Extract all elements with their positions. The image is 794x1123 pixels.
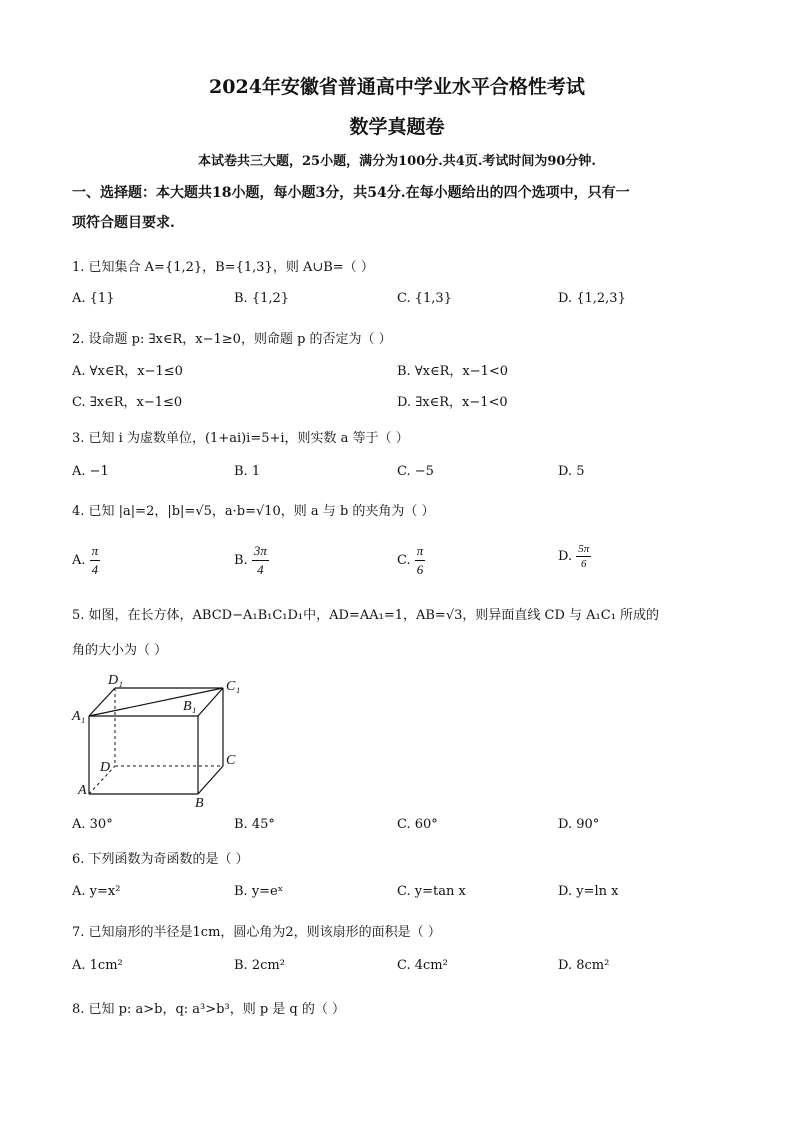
question-3-stem: 3. 已知 i 为虚数单位，(1+ai)i=5+i，则实数 a 等于（ ） [72,431,409,446]
question-1-option-c: C. {1,3} [397,291,452,306]
question-3-option-c: C. −5 [397,464,434,479]
fraction: $\frac{\pi}{4}$ [91,543,99,577]
fraction: $\frac{5\pi}{6}$ [578,543,590,570]
question-1-option-a: A. {1} [72,291,115,306]
exam-intro: 本试卷共三大题，25小题，满分为100分.共4页.考试时间为90分钟. [198,154,596,169]
label-d: D [100,760,111,775]
question-2-option-a: A. ∀x∈R，x−1≤0 [72,364,183,379]
question-2-option-d: D. ∃x∈R，x−1<0 [397,395,508,410]
question-6-option-c: C. y=tan x [397,884,466,899]
question-4-stem: 4. 已知 |a|=2，|b|=√5，a·b=√10，则 a 与 b 的夹角为（ ） [72,504,435,519]
exam-subtitle: 数学真题卷 [349,116,445,138]
question-5-option-c: C. 60° [397,817,438,832]
label-a1: A₁ [72,709,86,724]
question-5-option-a: A. 30° [72,817,113,832]
diagonal-a1-c1 [89,688,223,716]
question-2-option-c: C. ∃x∈R，x−1≤0 [72,395,183,410]
question-6-option-d: D. y=ln x [558,884,619,899]
question-4-option-d: D. $\frac{5\pi}{6}$ [558,543,590,570]
question-2-option-b: B. ∀x∈R，x−1<0 [397,364,509,379]
fraction: $\frac{\pi}{6}$ [416,543,424,577]
question-3-option-d: D. 5 [558,464,585,479]
question-3-option-a: A. −1 [72,464,109,479]
question-7-option-b: B. 2cm² [234,958,285,973]
edge-b-c [198,766,223,794]
question-1-option-d: D. {1,2,3} [558,291,626,306]
label-c1: C₁ [226,679,241,694]
section-heading-line1: 一、选择题：本大题共18小题，每小题3分，共54分.在每小题给出的四个选项中，只有一 [72,185,630,201]
question-5-stem-line1: 5. 如图，在长方体，ABCD−A₁B₁C₁D₁中，AD=AA₁=1，AB=√3，则异面直线 CD 与 A₁C₁ 所成的 [72,608,660,623]
cuboid-figure [70,670,255,810]
question-5-option-b: B. 45° [234,817,275,832]
question-7-option-c: C. 4cm² [397,958,448,973]
question-4-option-a: A. $\frac{\pi}{4}$ [72,543,99,577]
question-2-stem: 2. 设命题 p: ∃x∈R，x−1≥0，则命题 p 的否定为（ ） [72,332,392,347]
question-1-option-b: B. {1,2} [234,291,290,306]
section-heading-line2: 项符合题目要求. [72,215,175,231]
question-1-stem: 1. 已知集合 A={1,2}，B={1,3}，则 A∪B=（ ） [72,260,374,275]
question-3-option-b: B. 1 [234,464,261,479]
question-6-option-b: B. y=eˣ [234,884,284,899]
question-8-stem: 8. 已知 p: a>b，q: a³>b³，则 p 是 q 的（ ） [72,1002,345,1017]
label-a: A [78,783,87,798]
question-6-stem: 6. 下列函数为奇函数的是（ ） [72,852,249,867]
fraction: $\frac{3\pi}{4}$ [253,543,267,577]
question-7-stem: 7. 已知扇形的半径是1cm，圆心角为2，则该扇形的面积是（ ） [72,925,441,940]
label-b: B [195,796,204,810]
exam-title: 2024年安徽省普通高中学业水平合格性考试 [209,76,585,98]
question-4-option-c: C. $\frac{\pi}{6}$ [397,543,424,577]
question-7-option-a: A. 1cm² [72,958,123,973]
question-4-option-b: B. $\frac{3\pi}{4}$ [234,543,267,577]
question-5-stem-line2: 角的大小为（ ） [72,643,168,658]
question-5-option-d: D. 90° [558,817,600,832]
label-b1: B₁ [183,699,197,714]
label-c: C [226,753,236,768]
label-d1: D₁ [108,673,123,688]
question-6-option-a: A. y=x² [72,884,121,899]
question-7-option-d: D. 8cm² [558,958,610,973]
